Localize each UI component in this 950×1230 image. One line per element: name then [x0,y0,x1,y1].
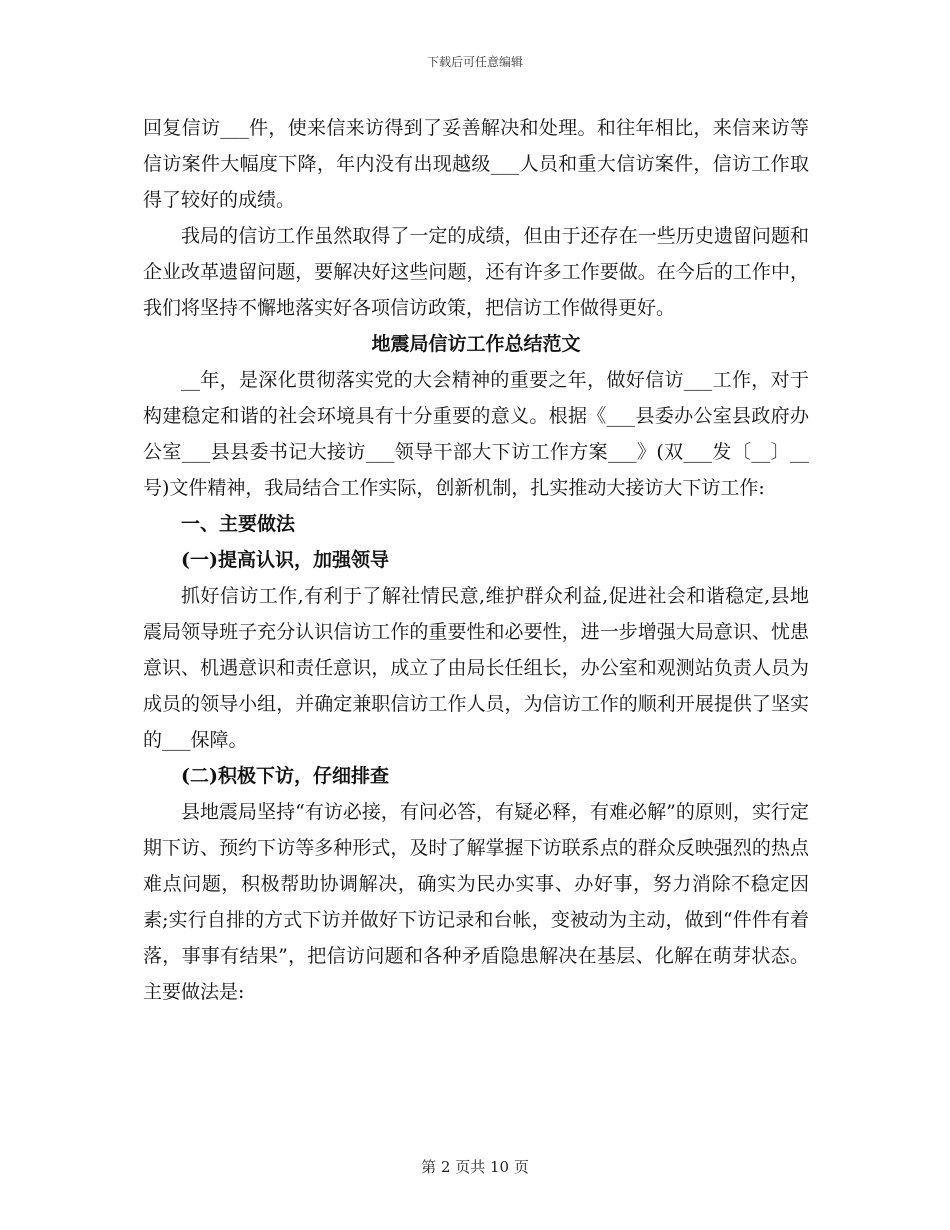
page-header: 下载后可任意编辑 [426,55,523,69]
subsection-heading: (一)提高认识，加强领导 [181,549,389,571]
page-footer: 第 2 页共 10 页 [421,1158,529,1176]
body-paragraph: 回复信访___件，使来信来访得到了妥善解决和处理。和往年相比，来信来访等信访案件大幅度下降，年内没有出现越级___人员和重大信访案件，信访工作取得了较好的成绩。 [143,117,809,211]
body-paragraph: 县地震局坚持“有访必接，有问必答，有疑必释，有难必解”的原则，实行定期下访、预约下访等多种形式，及时了解掌握下访联系点的群众反映强烈的热点难点问题，积极帮助协调解决，确实为民办实事、办好事，努力消除不稳定因素;实行自排的方式下访并做好下访记录和台帐，变被动为主动，做到“件件有着落，事事有结果”，把信访问题和各种矛盾隐患解决在基层、化解在萌芽状态。主要做法是: [143,801,809,1003]
section-heading: 一、主要做法 [181,513,296,535]
body-paragraph: 抓好信访工作,有利于了解社情民意,维护群众利益,促进社会和谐稳定,县地震局领导班子充分认识信访工作的重要性和必要性，进一步增强大局意识、忧患意识、机遇意识和责任意识，成立了由局长任组长，办公室和观测站负责人员为成员的领导小组，并确定兼职信访工作人员，为信访工作的顺利开展提供了坚实的___保障。 [143,585,809,751]
subsection-heading: (二)积极下访，仔细排查 [181,765,389,787]
body-paragraph: 我局的信访工作虽然取得了一定的成绩，但由于还存在一些历史遗留问题和企业改革遗留问题，要解决好这些问题，还有许多工作要做。在今后的工作中，我们将坚持不懈地落实好各项信访政策，把信访工作做得更好。 [143,225,809,319]
body-paragraph: __年，是深化贯彻落实党的大会精神的重要之年，做好信访___工作，对于构建稳定和谐的社会环境具有十分重要的意义。根据《___县委办公室县政府办公室___县县委书记大接访___领导干部大下访工作方案___》(双___发〔__〕__号)文件精神，我局结合工作实际，创新机制，扎实推动大接访大下访工作: [143,369,809,499]
section-title: 地震局信访工作总结范文 [371,333,581,355]
document-body [143,110,809,1010]
